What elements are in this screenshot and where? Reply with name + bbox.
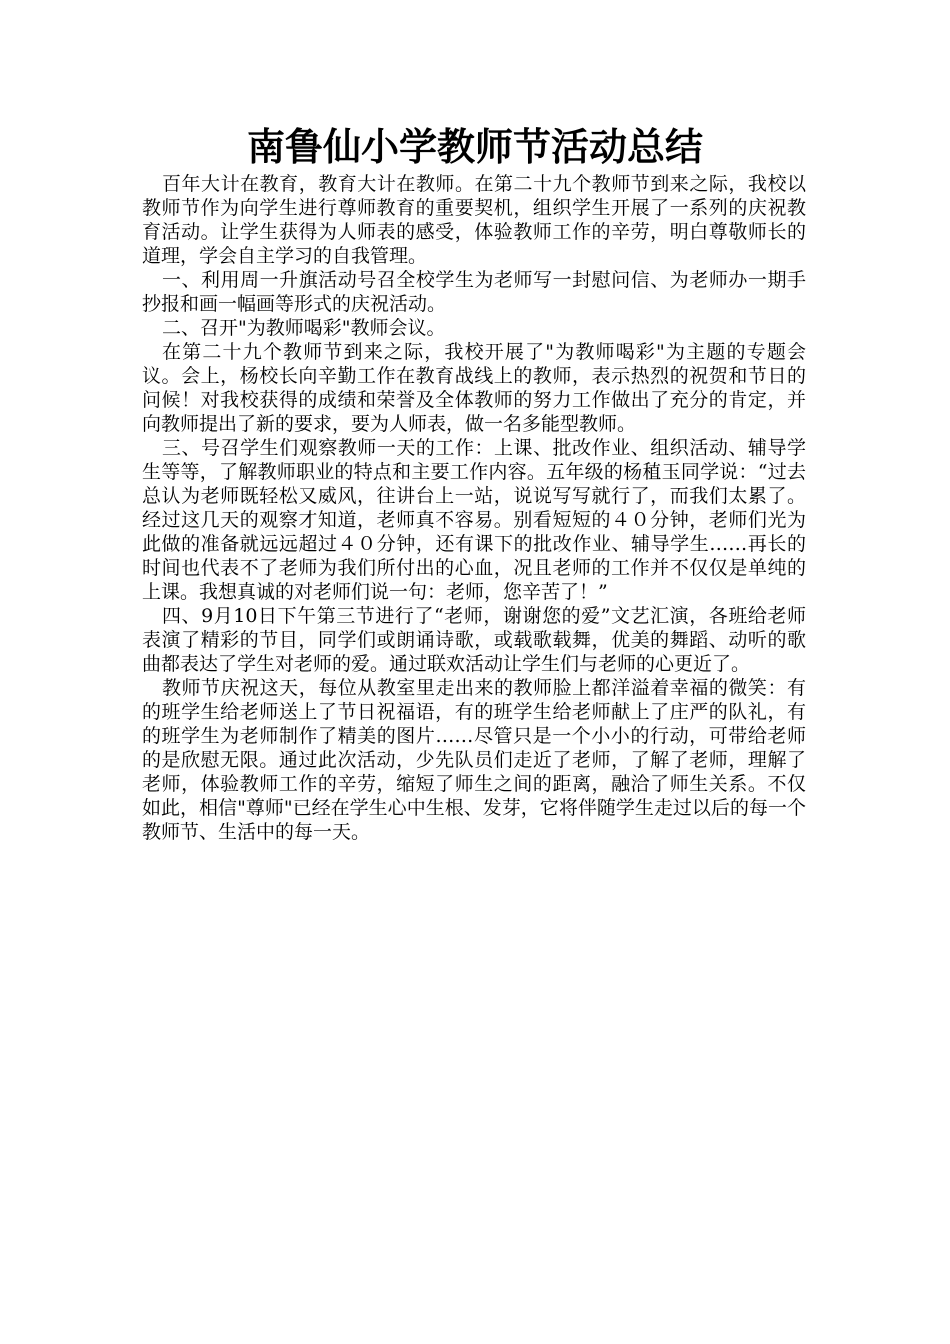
paragraph-intro: 百年大计在教育，教育大计在教师。在第二十九个教师节到来之际，我校以教师节作为向学生进行尊师教育的重要契机，组织学生开展了一系列的庆祝教育活动。让学生获得为人师表的感受，体验教师工作的辛劳，明白尊敬师长的道理，学会自主学习的自我管理。: [142, 173, 806, 267]
paragraph-conclusion: 教师节庆祝这天，每位从教室里走出来的教师脸上都洋溢着幸福的微笑：有的班学生给老师送上了节日祝福语，有的班学生给老师献上了庄严的队礼，有的班学生为老师制作了精美的图片……尽管只是一个小小的行动，可带给老师的是欣慰无限。通过此次活动，少先队员们走近了老师，了解了老师，理解了老师，体验教师工作的辛劳，缩短了师生之间的距离，融洽了师生关系。不仅如此，相信"尊师"已经在学生心中生根、发芽，它将伴随学生走过以后的每一个教师节、生活中的每一天。: [142, 677, 806, 843]
document-body: [142, 172, 806, 844]
document-title: 南鲁仙小学教师节活动总结: [246, 125, 703, 169]
paragraph-item-2: 二、召开"为教师喝彩"教师会议。: [162, 317, 446, 339]
paragraph-item-1: 一、利用周一升旗活动号召全校学生为老师写一封慰问信、为老师办一期手抄报和画一幅画等形式的庆祝活动。: [142, 269, 806, 315]
paragraph-meeting: 在第二十九个教师节到来之际，我校开展了"为教师喝彩"为主题的专题会议。会上，杨校长向辛勤工作在教育战线上的教师，表示热烈的祝贺和节日的问候！对我校获得的成绩和荣誉及全体教师的努力工作做出了充分的肯定，并向教师提出了新的要求，要为人师表，做一名多能型教师。: [142, 341, 806, 435]
paragraph-item-4: 四、9月10日下午第三节进行了“老师，谢谢您的爱”文艺汇演，各班给老师表演了精彩的节目，同学们或朗诵诗歌，或载歌载舞，优美的舞蹈、动听的歌曲都表达了学生对老师的爱。通过联欢活动让学生们与老师的心更近了。: [142, 605, 806, 675]
paragraph-item-3: 三、号召学生们观察教师一天的工作：上课、批改作业、组织活动、辅导学生等等，了解教师职业的特点和主要工作内容。五年级的杨稙玉同学说：“过去总认为老师既轻松又威风，往讲台上一站，说说写写就行了，而我们太累了。经过这几天的观察才知道，老师真不容易。别看短短的４０分钟，老师们光为此做的准备就远远超过４０分钟，还有课下的批改作业、辅导学生……再长的时间也代表不了老师为我们所付出的心血，况且老师的工作并不仅仅是单纯的上课。我想真诚的对老师们说一句：老师，您辛苦了！”: [142, 437, 806, 603]
